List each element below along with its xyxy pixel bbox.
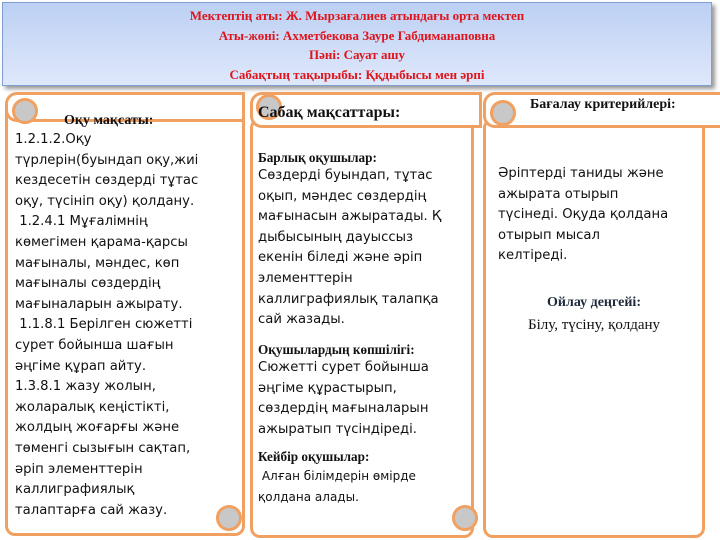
- text-line: түсінеді. Оқуда қолдана: [498, 207, 669, 223]
- scroll-curl-icon: [12, 98, 38, 124]
- text-line: ажырата отырып: [498, 186, 619, 202]
- text-line: мағынасын ажыратады. Қ: [258, 209, 442, 225]
- lesson-topic: Сабақтың тақырыбы: Ққдыбысы мен әрпі: [229, 66, 485, 82]
- text-line: каллиграфиялық талапқа: [258, 291, 439, 307]
- text-line: Әріптерді таниды және: [498, 166, 664, 181]
- text-line: оқып, мәндес сөздердің: [258, 188, 427, 204]
- school-name: Мектептің аты: Ж. Мырзағалиев атындағы орта мектеп: [189, 8, 525, 23]
- text-line: 1.2.4.1 Мұғалімнің: [15, 214, 148, 230]
- text-line: әңгіме құрастырып,: [258, 380, 397, 396]
- text-line: түрлерін(буындап оқу,жиі: [15, 152, 199, 168]
- some-students-label: Кейбір оқушылар:: [258, 449, 370, 464]
- panel-title: Сабақ мақсаттары:: [258, 104, 401, 121]
- lesson-header: [2, 2, 712, 86]
- all-students-text: [258, 166, 441, 331]
- text-line: дыбысының дауыссыз: [258, 229, 414, 245]
- text-line: жоларалық кеңістікті,: [15, 399, 170, 415]
- text-line: 1.2.1.2.Оқу: [15, 132, 92, 147]
- text-line: Сөздерді буындап, тұтас: [258, 168, 433, 183]
- scroll-curl-icon: [216, 505, 242, 531]
- text-line: сурет бойынша шағын: [15, 337, 174, 353]
- criteria-text: [498, 164, 668, 267]
- text-line: мағыналы сөздердің: [15, 276, 161, 292]
- scroll-curl-icon: [490, 100, 516, 126]
- all-students-label: Барлық оқушылар:: [258, 150, 377, 165]
- text-line: қолдана алады.: [258, 489, 359, 504]
- some-students-text: [258, 466, 416, 507]
- text-line: екенін біледі және әріп: [258, 250, 423, 266]
- text-line: әңгіме құрап айту.: [15, 358, 147, 374]
- text-line: төменгі сызығын сақтап,: [15, 440, 191, 456]
- text-line: отырып мысал: [498, 227, 600, 243]
- text-line: талаптарға сай жазу.: [15, 502, 168, 518]
- most-students-text: [258, 358, 429, 440]
- text-line: мағыналы, мәндес, көп: [15, 255, 180, 271]
- objectives-text: [15, 130, 198, 521]
- text-line: оқу, түсініп оқу) қолдану.: [15, 193, 195, 209]
- scroll-curl-icon: [452, 505, 478, 531]
- text-line: каллиграфиялық: [15, 482, 135, 498]
- text-line: Алған білімдерін өмірде: [258, 469, 416, 483]
- text-line: сай жазады.: [258, 312, 345, 328]
- text-line: 1.3.8.1 жазу жолын,: [15, 379, 156, 395]
- subject: Пәні: Сауат ашу: [309, 47, 405, 62]
- text-line: сөздердің мағыналарын: [258, 401, 429, 417]
- thinking-level-label: Ойлау деңгейі:: [547, 295, 641, 310]
- text-line: кездесетін сөздерді тұтас: [15, 173, 199, 189]
- text-line: ажыратып түсіндіреді.: [258, 421, 417, 437]
- text-line: мағыналарын ажырату.: [15, 296, 183, 312]
- text-line: әріп элементтерін: [15, 461, 143, 477]
- text-line: 1.1.8.1 Берілген сюжетті: [15, 317, 193, 333]
- thinking-level-value: Білу, түсіну, қолдану: [527, 317, 661, 333]
- text-line: келтіреді.: [498, 248, 568, 264]
- panel-title: Оқу мақсаты:: [64, 113, 154, 128]
- most-students-label: Оқушылардың көпшілігі:: [258, 342, 415, 357]
- teacher-name: Аты-жөні: Ахметбекова Зауре Габдиманаповна: [218, 27, 496, 43]
- text-line: элементтерін: [258, 270, 353, 286]
- panel-title: Бағалау критерийлері:: [530, 97, 676, 112]
- text-line: жолдың жоғарғы және: [15, 420, 180, 436]
- text-line: Сюжетті сурет бойынша: [258, 360, 429, 375]
- text-line: көмегімен қарама-қарсы: [15, 234, 188, 250]
